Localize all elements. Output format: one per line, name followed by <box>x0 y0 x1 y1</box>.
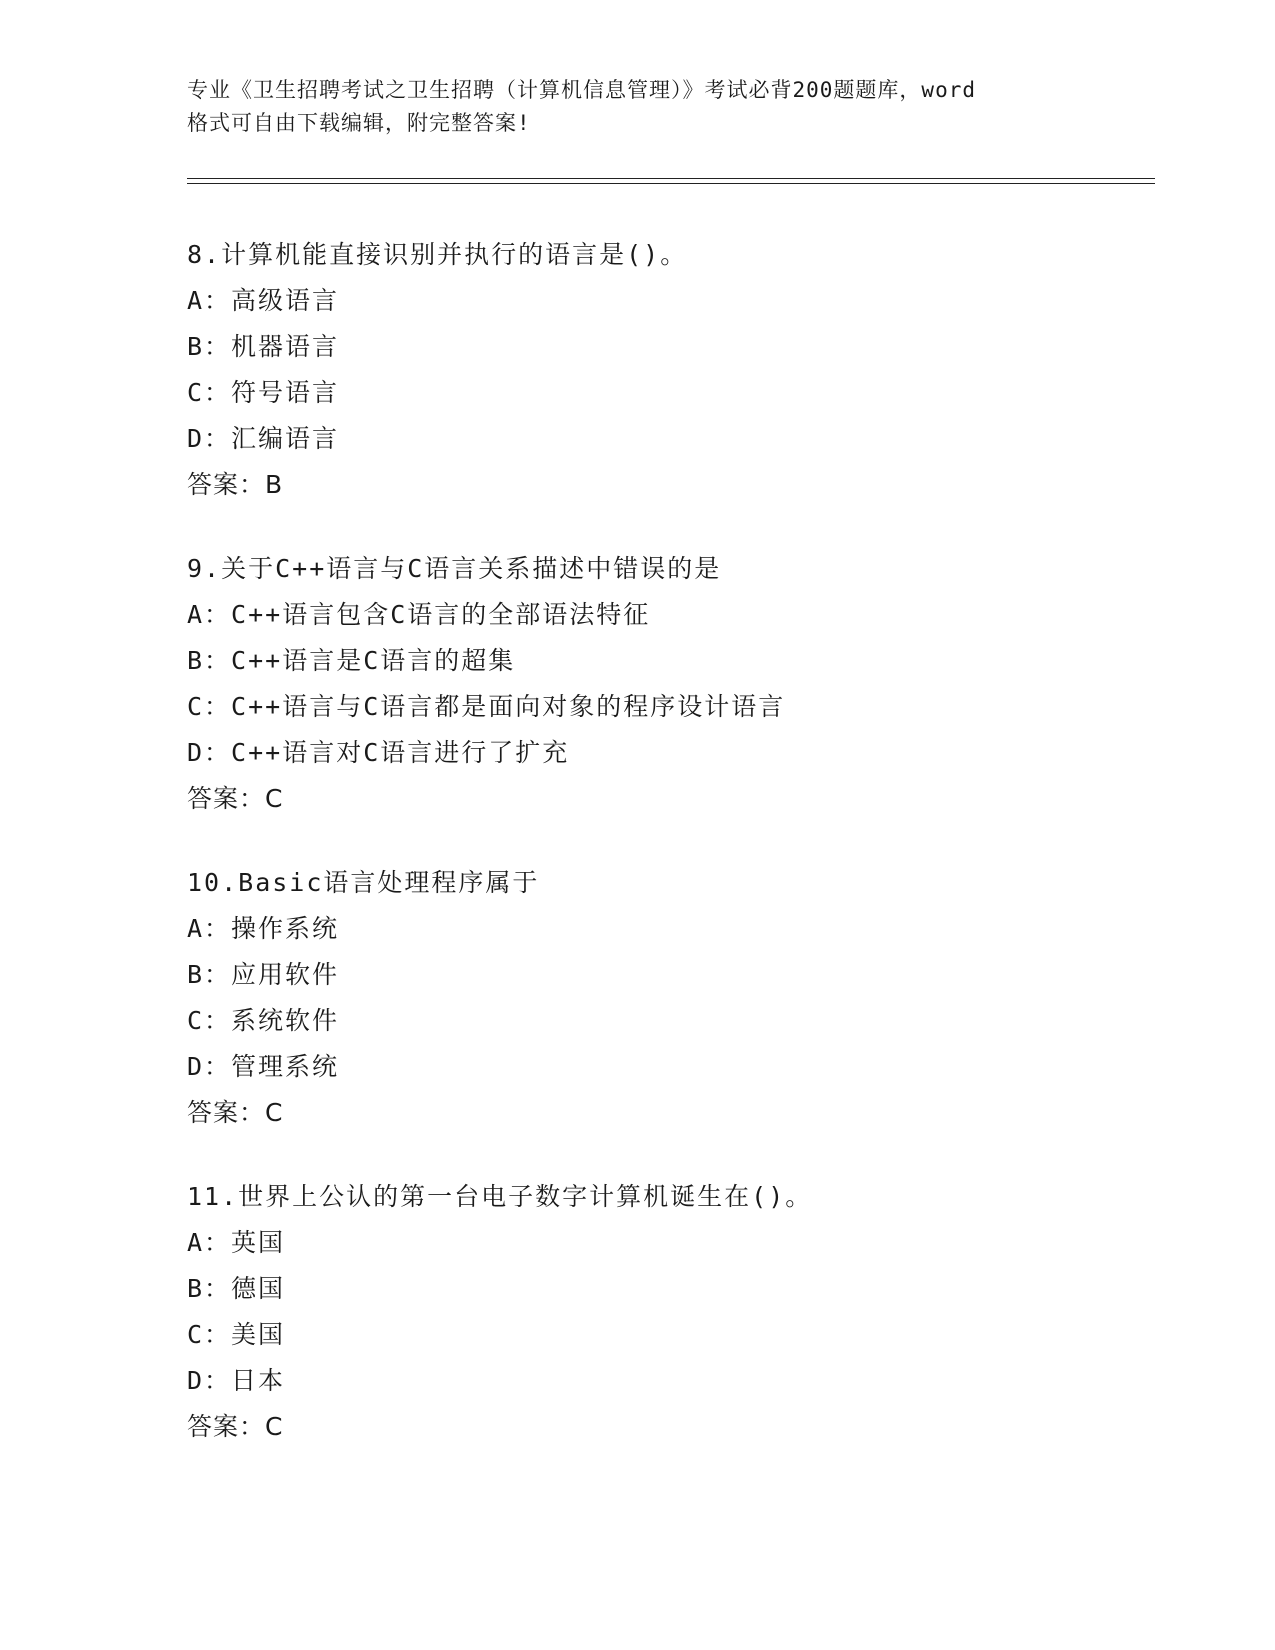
option-b: B：机器语言 <box>187 332 340 361</box>
option-d: D：管理系统 <box>187 1052 340 1081</box>
document-header <box>187 74 1087 140</box>
answer: 答案：B <box>187 470 284 499</box>
question-stem: 8.计算机能直接识别并执行的语言是()。 <box>187 240 688 269</box>
answer: 答案：C <box>187 1098 284 1127</box>
option-c: C：美国 <box>187 1320 286 1349</box>
option-d: D：C++语言对C语言进行了扩充 <box>187 738 570 767</box>
question-10 <box>187 860 1147 1136</box>
answer: 答案：C <box>187 784 284 813</box>
option-a: A：C++语言包含C语言的全部语法特征 <box>187 600 651 629</box>
question-list <box>187 232 1147 1488</box>
option-a: A：操作系统 <box>187 914 340 943</box>
question-9 <box>187 546 1147 822</box>
option-a: A：高级语言 <box>187 286 340 315</box>
option-d: D：日本 <box>187 1366 286 1395</box>
option-b: B：德国 <box>187 1274 286 1303</box>
option-b: B：应用软件 <box>187 960 340 989</box>
header-line-1: 专业《卫生招聘考试之卫生招聘（计算机信息管理）》考试必背200题题库，word <box>187 78 976 102</box>
header-line-2: 格式可自由下载编辑，附完整答案! <box>187 111 531 135</box>
question-stem: 9.关于C++语言与C语言关系描述中错误的是 <box>187 554 722 583</box>
question-8 <box>187 232 1147 508</box>
option-b: B：C++语言是C语言的超集 <box>187 646 516 675</box>
option-a: A：英国 <box>187 1228 286 1257</box>
header-divider-top <box>187 178 1155 179</box>
question-stem: 11.世界上公认的第一台电子数字计算机诞生在()。 <box>187 1182 813 1211</box>
option-d: D：汇编语言 <box>187 424 340 453</box>
option-c: C：C++语言与C语言都是面向对象的程序设计语言 <box>187 692 786 721</box>
option-c: C：系统软件 <box>187 1006 340 1035</box>
option-c: C：符号语言 <box>187 378 340 407</box>
answer: 答案：C <box>187 1412 284 1441</box>
question-11 <box>187 1174 1147 1450</box>
header-divider-bottom <box>187 183 1155 184</box>
question-stem: 10.Basic语言处理程序属于 <box>187 868 540 897</box>
